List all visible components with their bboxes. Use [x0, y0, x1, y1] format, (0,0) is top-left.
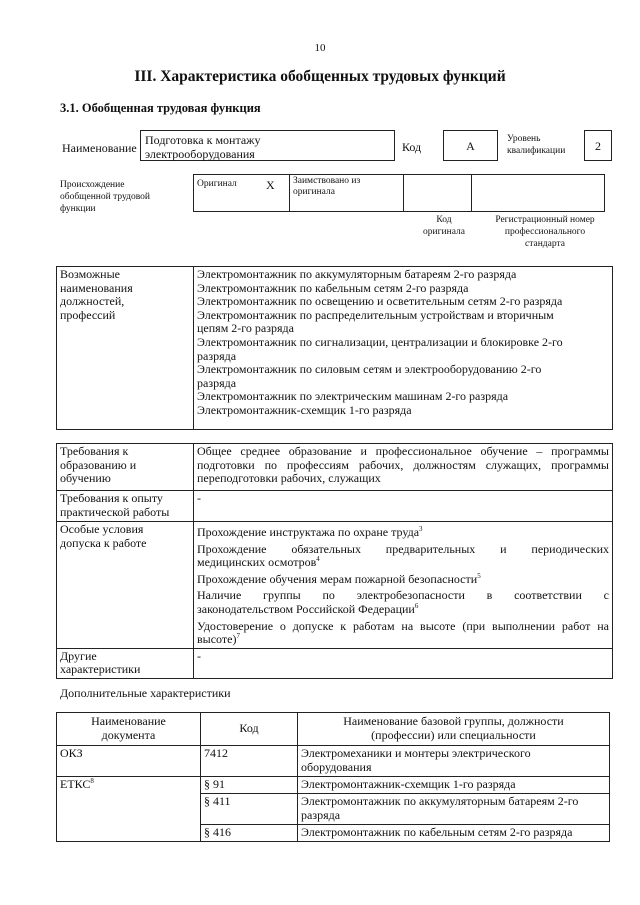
- special-label-line1: Особые условия: [60, 522, 144, 536]
- special-5-line1: Удостоверение о допуске к работам на высоте (при выполнении работ на: [197, 618, 609, 633]
- requirements-table: [56, 443, 613, 679]
- experience-label-cell: [57, 491, 194, 522]
- etks-name-cell: [298, 777, 610, 794]
- position-item: разряда: [197, 348, 237, 363]
- etks-name-cell: [298, 825, 610, 842]
- position-item: Электромонтажник по освещению и осветительным сетям 2-го разряда: [197, 294, 563, 309]
- education-line1: Общее среднее образование и профессиональное обучение – программы: [197, 444, 609, 458]
- etks-doc-cell: [57, 777, 201, 842]
- borrowed-label-line2: оригинала: [293, 187, 335, 197]
- special-4-line1: Наличие группы по электробезопасности в соответствии с: [197, 588, 609, 603]
- other-value-cell: [194, 648, 613, 678]
- level-value-box: [584, 130, 612, 161]
- special-condition-4-line2: [197, 603, 609, 617]
- header-document-line1: Наименование: [91, 714, 166, 729]
- special-condition-3: [197, 573, 609, 587]
- position-item: Электромонтажник по силовым сетям и электрооборудованию 2-го: [197, 362, 542, 377]
- reg-number-caption-line1: Регистрационный номер: [495, 215, 595, 225]
- okz-code: 7412: [204, 746, 228, 760]
- etks-name-line1: Электромонтажник-схемщик 1-го разряда: [301, 777, 516, 791]
- etks-name-line1: Электромонтажник по кабельным сетям 2-го разряда: [301, 825, 573, 839]
- experience-value-cell: [194, 491, 613, 522]
- original-mark: X: [266, 178, 275, 192]
- special-label-line2: допуска к работе: [60, 535, 147, 550]
- etks-name-line1: Электромонтажник по аккумуляторным батареям 2-го: [301, 794, 579, 808]
- origin-label-line3: функции: [60, 204, 96, 214]
- special-2-line2: медицинских осмотров: [197, 555, 317, 570]
- position-item: Электромонтажник по кабельным сетям 2-го разряда: [197, 280, 469, 295]
- header-name-line1: Наименование базовой группы, должности: [343, 714, 564, 729]
- positions-label-line2: наименования: [60, 280, 133, 295]
- origin-original-cell: [194, 175, 290, 212]
- additional-table: [56, 712, 610, 842]
- position-item: Электромонтажник по распределительным устройствам и вторичным: [197, 307, 554, 322]
- origin-code-cell: [404, 175, 472, 212]
- etks-code: § 416: [204, 825, 231, 839]
- okz-doc-cell: [57, 746, 201, 777]
- positions-list-cell: [194, 267, 613, 430]
- other-label-line2: характеристики: [60, 662, 141, 677]
- position-item: Электромонтажник по электрическим машинам 2-го разряда: [197, 389, 509, 404]
- special-value-cell: [194, 522, 613, 649]
- special-3-text: Прохождение обучения мерам пожарной безопасности: [197, 571, 478, 586]
- special-condition-1: [197, 526, 609, 540]
- origin-label-line2: обобщенной трудовой: [60, 192, 150, 202]
- code-value-box: [443, 130, 498, 161]
- special-5-line2: высоте): [197, 632, 237, 647]
- education-line3: переподготовки рабочих, служащих: [197, 471, 381, 486]
- positions-label-cell: [57, 267, 194, 430]
- special-condition-5-line2: [197, 633, 609, 647]
- position-item: Электромонтажник по аккумуляторным батареям 2-го разряда: [197, 267, 517, 281]
- etks-doc: ЕТКС: [60, 777, 91, 791]
- special-label-cell: [57, 522, 194, 649]
- header-code: Код: [239, 721, 259, 736]
- footnote-ref-8: 8: [90, 777, 94, 785]
- footnote-ref-5: 5: [477, 571, 481, 580]
- footnote-ref-6: 6: [414, 601, 419, 610]
- header-document-cell: [57, 713, 201, 746]
- original-label: Оригинал: [197, 179, 237, 189]
- code-label: Код: [402, 140, 422, 154]
- experience-value: -: [197, 491, 201, 505]
- code-original-caption-line1: Код: [436, 215, 452, 225]
- etks-name-cell: [298, 794, 610, 825]
- etks-code: § 411: [204, 794, 231, 808]
- other-label-line1: Другие: [60, 648, 97, 663]
- okz-name-line2: оборудования: [301, 759, 372, 774]
- positions-label-line1: Возможные: [60, 267, 120, 281]
- name-label: Наименование: [62, 141, 137, 155]
- education-value-cell: [194, 444, 613, 491]
- origin-borrowed-cell: [290, 175, 404, 212]
- education-label-line1: Требования к: [60, 444, 129, 458]
- positions-label-line4: профессий: [60, 307, 116, 322]
- experience-label-line2: практической работы: [60, 504, 170, 519]
- code-original-caption-line2: оригинала: [423, 227, 465, 237]
- position-item: Электромонтажник по сигнализации, централизации и блокировке 2-го: [197, 334, 563, 349]
- etks-code-cell: [201, 825, 298, 842]
- etks-code-cell: [201, 777, 298, 794]
- etks-name-line2: разряда: [301, 807, 341, 822]
- level-label-line2: квалификации: [507, 146, 566, 156]
- borrowed-label-line1: Заимствовано из: [293, 176, 361, 186]
- footnote-ref-7: 7: [236, 632, 240, 641]
- section-title: III. Характеристика обобщенных трудовых функций: [134, 68, 506, 85]
- name-value-line1: Подготовка к монтажу: [145, 133, 261, 147]
- okz-name-line1: Электромеханики и монтеры электрического: [301, 746, 531, 760]
- level-label-line1: Уровень: [507, 134, 541, 144]
- okz-doc: ОКЗ: [60, 746, 83, 760]
- reg-number-caption-line2: профессионального: [504, 227, 586, 237]
- education-line2: подготовки по профессиям рабочих, должностям служащих, программы: [197, 457, 609, 472]
- other-value: -: [197, 648, 201, 663]
- reg-number-caption-line3: стандарта: [525, 239, 565, 249]
- footnote-ref-4: 4: [316, 555, 320, 564]
- position-item: Электромонтажник-схемщик 1-го разряда: [197, 402, 412, 417]
- okz-name-cell: [298, 746, 610, 777]
- special-4-line2: законодательством Российской Федерации: [197, 601, 415, 616]
- origin-reg-cell: [472, 175, 605, 212]
- page-number: 10: [314, 42, 326, 54]
- footnote-ref-3: 3: [419, 525, 423, 533]
- position-item: цепям 2-го разряда: [197, 321, 294, 336]
- special-2-line1: Прохождение обязательных предварительных и периодических: [197, 541, 609, 556]
- education-label-cell: [57, 444, 194, 491]
- origin-label-line1: Происхождение: [60, 180, 125, 190]
- name-value-line2: электрооборудования: [145, 147, 255, 161]
- header-document-line2: документа: [101, 728, 156, 742]
- origin-table: [193, 174, 605, 212]
- positions-label-line3: должностей,: [60, 294, 125, 309]
- education-label-line3: обучению: [60, 471, 111, 486]
- positions-table: [56, 266, 613, 430]
- experience-label-line1: Требования к опыту: [60, 491, 163, 505]
- special-condition-2-line2: [197, 556, 609, 570]
- etks-code-cell: [201, 794, 298, 825]
- header-name-cell: [298, 713, 610, 746]
- code-value: A: [466, 139, 475, 153]
- etks-code: § 91: [204, 777, 225, 791]
- name-value-box: [140, 130, 395, 161]
- education-label-line2: образованию и: [60, 457, 137, 472]
- level-value: 2: [595, 139, 601, 153]
- header-name-line2: (профессии) или специальности: [371, 728, 536, 742]
- additional-title: Дополнительные характеристики: [60, 686, 231, 700]
- okz-code-cell: [201, 746, 298, 777]
- subsection-title: 3.1. Обобщенная трудовая функция: [60, 101, 261, 115]
- header-code-cell: [201, 713, 298, 746]
- special-1-text: Прохождение инструктажа по охране труда: [197, 525, 420, 539]
- position-item: разряда: [197, 375, 237, 390]
- other-label-cell: [57, 648, 194, 678]
